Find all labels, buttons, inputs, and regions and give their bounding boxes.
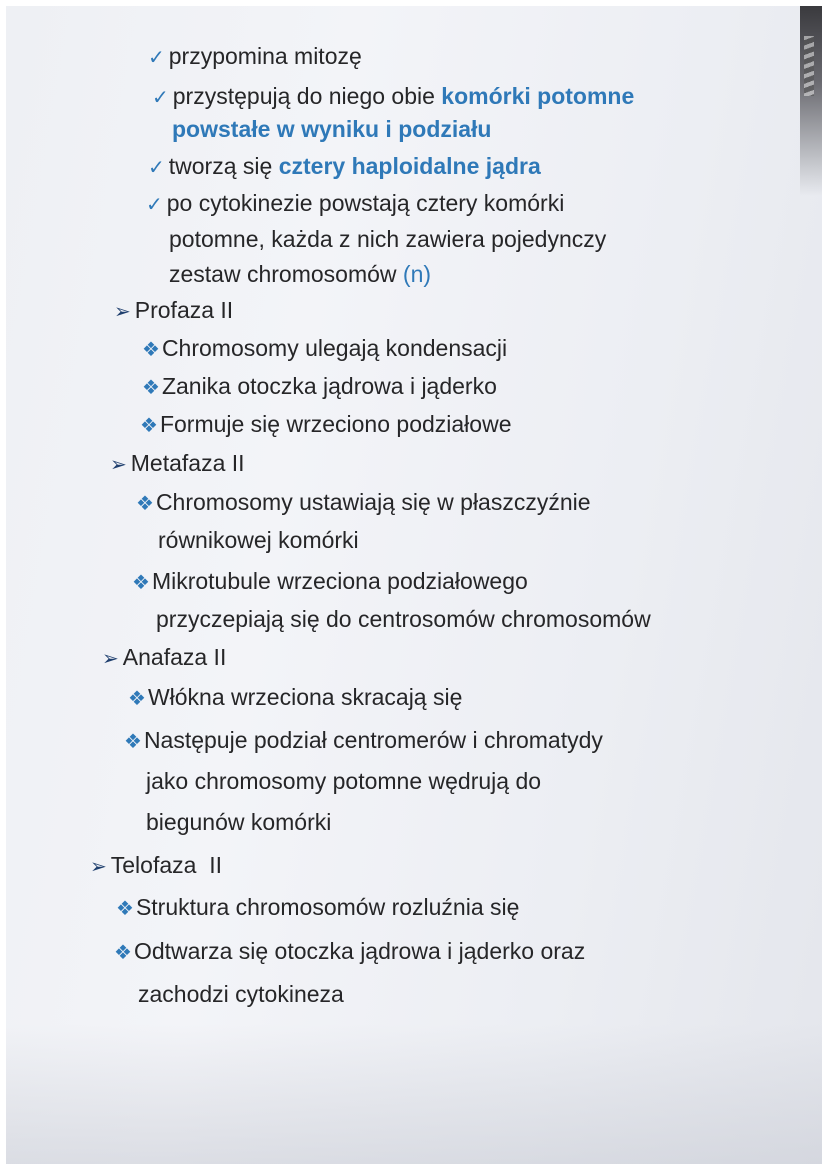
diamond-bullet-icon: ❖ <box>128 688 146 710</box>
arrow-bullet-icon: ➢ <box>102 648 119 670</box>
list-item: ❖Zanika otoczka jądrowa i jąderko <box>142 373 497 399</box>
list-item: ❖Chromosomy ulegają kondensacji <box>142 335 508 361</box>
list-item: ❖Formuje się wrzeciono podziałowe <box>140 411 512 437</box>
bottom-shadow <box>6 1024 822 1164</box>
check-icon: ✓ <box>148 157 165 179</box>
list-item: ❖Struktura chromosomów rozluźnia się <box>116 894 520 920</box>
list-item-continuation: przyczepiają się do centrosomów chromosomów <box>156 606 651 632</box>
list-item-continuation: jako chromosomy potomne wędrują do <box>146 768 542 794</box>
list-item: ✓ przystępują do niego obie komórki potomne <box>152 83 635 109</box>
list-item: ❖Mikrotubule wrzeciona podziałowego <box>132 568 528 594</box>
diamond-bullet-icon: ❖ <box>142 377 160 399</box>
list-item: ❖Odtwarza się otoczka jądrowa i jąderko oraz <box>114 938 586 964</box>
diamond-bullet-icon: ❖ <box>124 731 142 753</box>
diamond-bullet-icon: ❖ <box>114 942 132 964</box>
phase-heading: ➢ Profaza II <box>114 297 234 323</box>
phase-heading: ➢ Telofaza II <box>90 852 222 878</box>
list-item-continuation: zestaw chromosomów (n) <box>169 261 432 287</box>
check-icon: ✓ <box>146 194 163 216</box>
phase-heading: ➢ Metafaza II <box>110 450 245 476</box>
list-item: ❖Chromosomy ustawiają się w płaszczyźnie <box>136 489 591 515</box>
list-item: ✓ tworzą się cztery haploidalne jądra <box>148 153 541 179</box>
photo-page <box>6 6 822 1164</box>
arrow-bullet-icon: ➢ <box>114 301 131 323</box>
diamond-bullet-icon: ❖ <box>142 339 160 361</box>
diamond-bullet-icon: ❖ <box>136 493 154 515</box>
list-item-continuation: biegunów komórki <box>146 809 332 835</box>
list-item: ❖Włókna wrzeciona skracają się <box>128 684 463 710</box>
list-item: ❖Następuje podział centromerów i chromatydy <box>124 727 603 753</box>
diamond-bullet-icon: ❖ <box>132 572 150 594</box>
page-edge-shadow <box>800 6 822 196</box>
list-item: ✓ przypomina mitozę <box>148 43 362 69</box>
phase-heading: ➢ Anafaza II <box>102 644 227 670</box>
arrow-bullet-icon: ➢ <box>110 454 127 476</box>
diamond-bullet-icon: ❖ <box>116 898 134 920</box>
arrow-bullet-icon: ➢ <box>90 856 107 878</box>
list-item: ✓ po cytokinezie powstają cztery komórki <box>146 190 565 216</box>
diamond-bullet-icon: ❖ <box>140 415 158 437</box>
check-icon: ✓ <box>148 47 165 69</box>
list-item-continuation: równikowej komórki <box>158 527 359 553</box>
list-item-continuation: powstałe w wyniku i podziału <box>172 116 492 142</box>
list-item-continuation: potomne, każda z nich zawiera pojedynczy <box>169 226 607 252</box>
list-item-continuation: zachodzi cytokineza <box>138 981 344 1007</box>
check-icon: ✓ <box>152 87 169 109</box>
